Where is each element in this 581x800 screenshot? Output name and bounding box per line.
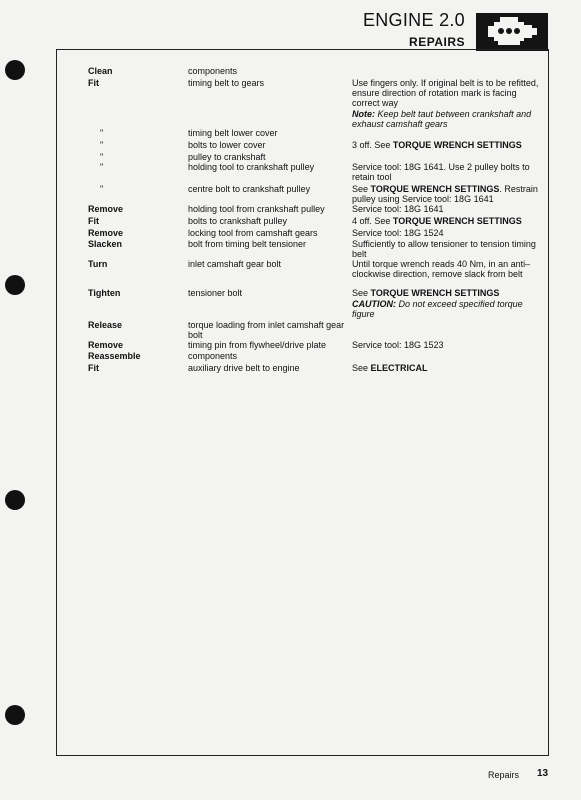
note-text: See <box>352 184 371 194</box>
note-text: Use fingers only. If original belt is to be refitted, ensure direction of rotation mark is facing correct way <box>352 78 539 108</box>
step-item: bolts to lower cover <box>188 140 266 150</box>
punch-hole <box>5 490 25 510</box>
step-note <box>352 162 540 182</box>
note-text: Service tool: 18G 1641. Use 2 pulley bolts to retain tool <box>352 162 530 182</box>
note-text: Sufficiently to allow tensioner to tension timing belt <box>352 239 536 259</box>
step-action: Fit <box>88 78 99 88</box>
step-action: " <box>100 152 104 162</box>
note-callout <box>352 109 540 129</box>
step-item: components <box>188 66 238 76</box>
step-note <box>352 239 540 259</box>
note-reference: TORQUE WRENCH SETTINGS <box>392 216 522 226</box>
note-reference: TORQUE WRENCH SETTINGS <box>392 140 522 150</box>
note-text: Service tool: 18G 1524 <box>352 228 444 238</box>
step-action: " <box>100 140 104 150</box>
step-action: Clean <box>88 66 113 76</box>
step-action: Remove <box>88 340 124 350</box>
note-label: Note: <box>352 109 375 119</box>
note-text: 3 off. See <box>352 140 393 150</box>
step-item: timing pin from flywheel/drive plate <box>188 340 327 350</box>
step-action: Fit <box>88 363 99 373</box>
step-action: Release <box>88 320 123 330</box>
step-action: " <box>100 128 104 138</box>
step-note <box>352 184 540 204</box>
note-text: Until torque wrench reads 40 Nm, in an anti–clockwise direction, remove slack from belt <box>352 259 531 279</box>
note-text: Service tool: 18G 1641 <box>352 204 444 214</box>
note-text: Service tool: 18G 1523 <box>352 340 444 350</box>
step-note <box>352 259 540 279</box>
note-text: 4 off. See <box>352 216 393 226</box>
step-item: inlet camshaft gear bolt <box>188 259 282 269</box>
footer-section: Repairs <box>488 770 520 780</box>
note-italic-text: Do not exceed specified torque figure <box>352 299 523 319</box>
section-subtitle: REPAIRS <box>409 35 465 49</box>
note-reference: ELECTRICAL <box>370 363 428 373</box>
step-action: Tighten <box>88 288 121 298</box>
note-reference: TORQUE WRENCH SETTINGS <box>370 184 500 194</box>
step-action: Turn <box>88 259 108 269</box>
step-action: Slacken <box>88 239 123 249</box>
step-note <box>352 78 540 129</box>
step-item: holding tool from crankshaft pulley <box>188 204 325 214</box>
step-item: centre bolt to crankshaft pulley <box>188 184 311 194</box>
engine-icon <box>476 13 548 51</box>
note-label: CAUTION: <box>352 299 396 309</box>
punch-hole <box>5 275 25 295</box>
step-item: bolts to crankshaft pulley <box>188 216 288 226</box>
note-reference: TORQUE WRENCH SETTINGS <box>370 288 500 298</box>
punch-hole <box>5 705 25 725</box>
step-note <box>352 216 540 226</box>
step-item: bolt from timing belt tensioner <box>188 239 307 249</box>
step-item: timing belt lower cover <box>188 128 278 138</box>
step-note <box>352 140 540 150</box>
step-item: holding tool to crankshaft pulley <box>188 162 315 172</box>
step-action: " <box>100 162 104 172</box>
punch-hole <box>5 60 25 80</box>
note-italic-text: Keep belt taut between crankshaft and exhaust camshaft gears <box>352 109 532 129</box>
step-action: " <box>100 184 104 194</box>
step-action: Remove <box>88 228 124 238</box>
step-item: timing belt to gears <box>188 78 265 88</box>
step-action: Reassemble <box>88 351 141 361</box>
step-item: tensioner bolt <box>188 288 243 298</box>
step-action: Fit <box>88 216 99 226</box>
note-text: See <box>352 288 371 298</box>
note-text-after: . Restrain pulley using Service tool: 18G 1641 <box>352 184 538 204</box>
note-text: See <box>352 363 371 373</box>
step-note <box>352 340 540 350</box>
step-item: pulley to crankshaft <box>188 152 266 162</box>
step-note <box>352 204 540 214</box>
note-callout <box>352 299 540 319</box>
step-item: auxiliary drive belt to engine <box>188 363 300 373</box>
step-item: locking tool from camshaft gears <box>188 228 318 238</box>
step-action: Remove <box>88 204 124 214</box>
step-note <box>352 228 540 238</box>
page-number: 13 <box>537 768 549 779</box>
step-item: torque loading from inlet camshaft gear bolt <box>188 320 345 340</box>
section-title: ENGINE 2.0 <box>362 10 465 30</box>
step-item: components <box>188 351 238 361</box>
step-note <box>352 363 540 373</box>
step-note <box>352 288 540 319</box>
